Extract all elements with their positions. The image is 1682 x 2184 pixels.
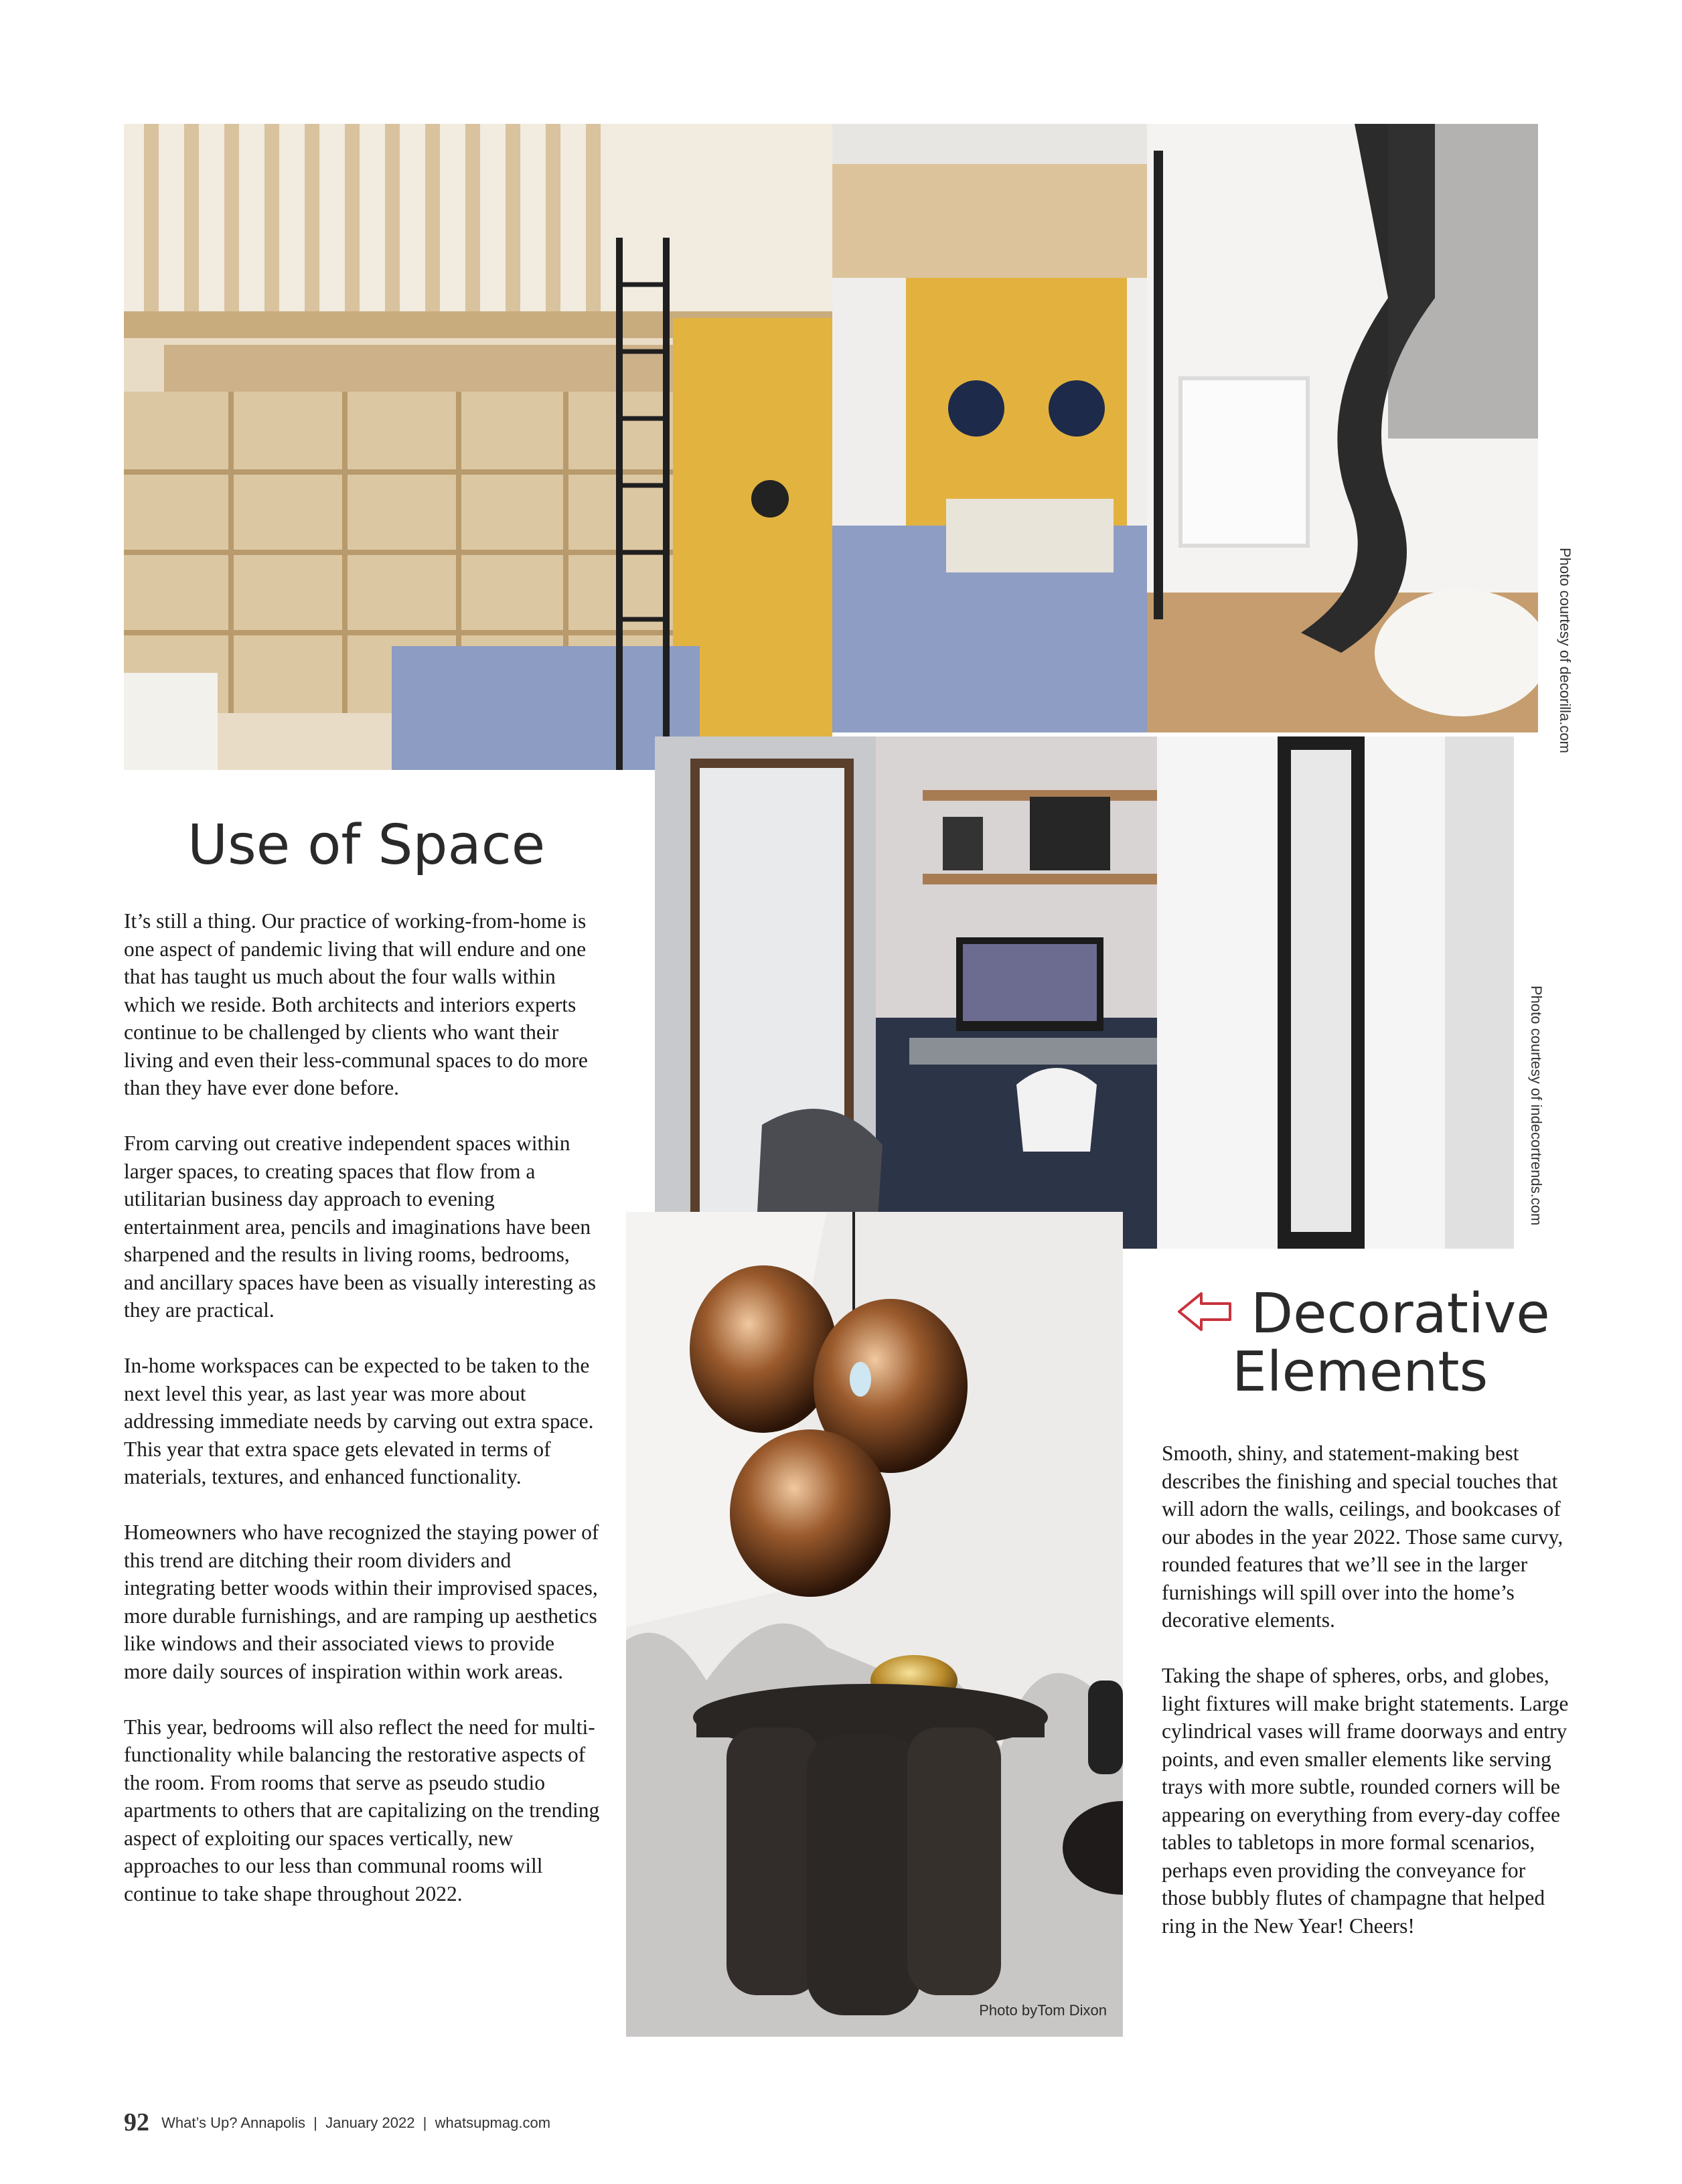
- heading-elements: Elements: [1232, 1340, 1488, 1404]
- page-number: 92: [124, 2108, 149, 2136]
- photo-loft-bedroom-right: [832, 124, 1538, 732]
- photo-credit-indecortrends: Photo courtesy of indecortrends.com: [1528, 986, 1545, 1226]
- arrow-left-icon: [1177, 1291, 1232, 1332]
- paragraph: Taking the shape of spheres, orbs, and globes, light fixtures will make bright statements. Large cylindrical vases will frame doorways and entry points, and even smaller elements like serving trays with more subtle, rounded corners will be appearing on everything from every-day coffee tables to tabletops in more formal scenarios, perhaps even providing the conveyance for those bubbly flutes of champagne that helped ring in the New Year! Cheers!: [1162, 1664, 1569, 1938]
- paragraph: In-home workspaces can be expected to be taken to the next level this year, as last year was more about addressing immediate needs by carving out extra space. This year that extra space gets elevated in terms of materials, textures, and enhanced functionality.: [124, 1354, 594, 1488]
- page-footer: [124, 2108, 550, 2137]
- paragraph: It’s still a thing. Our practice of working-from-home is one aspect of pandemic living that will endure and one that has taught us much about the four walls within which we reside. Both architects and interiors experts continue to be challenged by clients who want their living and even their less-communal spaces to do more than they have ever done before.: [124, 909, 588, 1099]
- article-column-left: [124, 907, 603, 1936]
- photo-credit-tom-dixon: Photo byTom Dixon: [979, 2002, 1107, 2019]
- photo-home-workspace: [655, 736, 1514, 1249]
- paragraph: This year, bedrooms will also reflect the need for multi-functionality while balancing the restorative aspects of the room. From rooms that serve as pseudo studio apartments to others that are capitalizing on the trending aspect of exploiting our spaces vertically, new approaches to our less than communal rooms will continue to take shape throughout 2022.: [124, 1715, 600, 1905]
- paragraph: From carving out creative independent spaces within larger spaces, to creating spaces that flow from a utilitarian business day approach to evening entertainment area, pencils and imaginations have been sharpened and the results in living rooms, bedrooms, and ancillary spaces have been as visually interesting as they are practical.: [124, 1132, 596, 1322]
- article-column-right: [1162, 1439, 1570, 1968]
- heading-decorative: Decorative: [1251, 1282, 1550, 1346]
- photo-pendant-lights: [626, 1212, 1123, 2037]
- paragraph: Homeowners who have recognized the staying power of this trend are ditching their room dividers and integrating better woods within their improvised spaces, more durable furnishings, and are ramping up aesthetics like windows and their associated views to provide more daily sources of inspiration within work areas.: [124, 1520, 599, 1683]
- paragraph: Smooth, shiny, and statement-making best describes the finishing and special touches that will adorn the walls, ceilings, and bookcases of our abodes in the year 2022. Those same curvy, rounded features that we’ll see in the larger furnishings will spill over into the home’s decorative elements.: [1162, 1441, 1563, 1632]
- footer-text: What’s Up? Annapolis | January 2022 | whatsupmag.com: [161, 2114, 551, 2131]
- heading-use-of-space: Use of Space: [187, 813, 546, 877]
- photo-credit-decorilla: Photo courtesy of decorilla.com: [1557, 548, 1574, 753]
- photo-loft-bedroom-left: [124, 124, 832, 770]
